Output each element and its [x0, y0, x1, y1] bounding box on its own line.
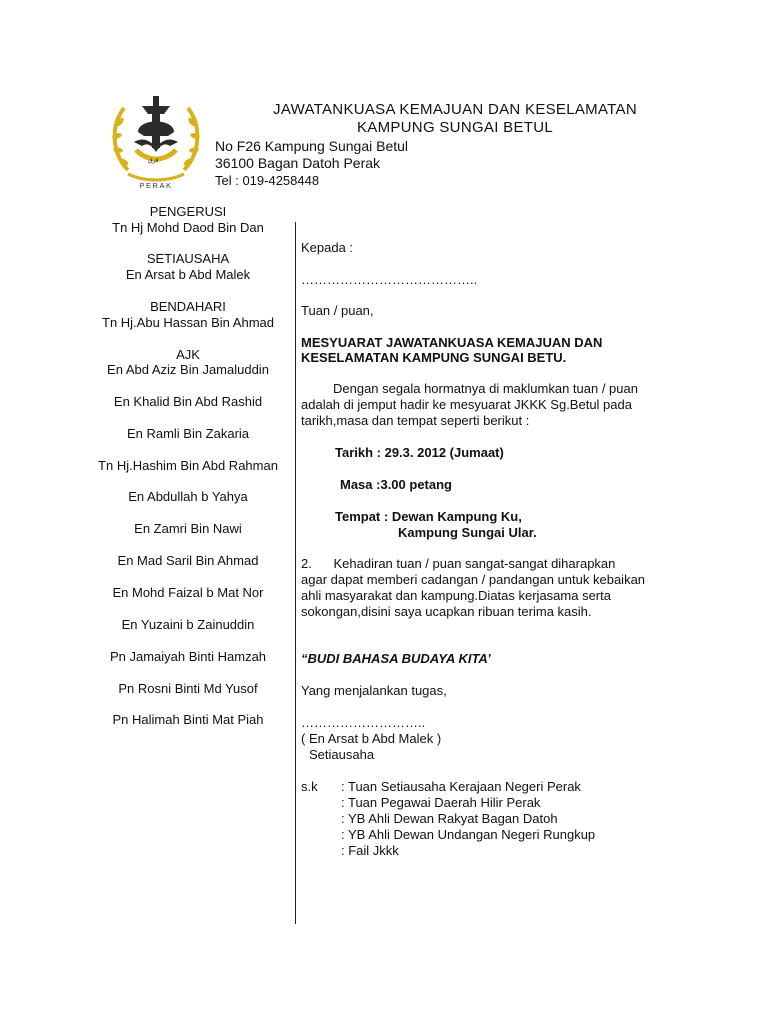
telephone: Tel : 019-4258448: [215, 173, 320, 188]
paragraph1-line2: adalah di jemput hadir ke mesyuarat JKKK Sg.Betul pada: [301, 397, 632, 412]
meeting-date: Tarikh : 29.3. 2012 (Jumaat): [335, 445, 504, 460]
meeting-place-line1: Tempat : Dewan Kampung Ku,: [335, 509, 522, 524]
ajk-member: Pn Rosni Binti Md Yusof: [118, 681, 258, 696]
signature-dots: ………………………..: [301, 715, 426, 730]
ajk-member: En Khalid Bin Abd Rashid: [113, 394, 263, 409]
column-divider: [295, 222, 296, 924]
ajk-member: En Mad Saril Bin Ahmad: [117, 553, 259, 568]
recipient-label: Kepada :: [301, 240, 354, 255]
address-line1: No F26 Kampung Sungai Betul: [215, 138, 409, 154]
cc-label: s.k: [301, 779, 318, 794]
crest-caption: PERAK: [139, 181, 173, 190]
paragraph2-line2: agar dapat memberi cadangan / pandangan untuk kebaikan: [301, 572, 646, 587]
paragraph2-line4: sokongan,disini saya ucapkan ribuan terima kasih.: [301, 604, 592, 619]
subject-line1: MESYUARAT JAWATANKUASA KEMAJUAN DAN: [301, 335, 603, 350]
cc-item: : Tuan Pegawai Daerah Hilir Perak: [341, 795, 541, 810]
cc-item: : Tuan Setiausaha Kerajaan Negeri Perak: [341, 779, 581, 794]
svg-text:ﭬﺭﻕ: ﭬﺭﻕ: [148, 158, 159, 164]
ajk-member: En Ramli Bin Zakaria: [126, 426, 250, 441]
ajk-member: Pn Halimah Binti Mat Piah: [112, 712, 264, 727]
ajk-member: En Abdullah b Yahya: [128, 489, 248, 504]
ajk-member: En Abd Aziz Bin Jamaluddin: [107, 362, 269, 377]
motto: “BUDI BAHASA BUDAYA KITA’: [301, 651, 491, 666]
paragraph1-line1: Dengan segala hormatnya di maklumkan tuan / puan: [333, 381, 638, 396]
ajk-title: AJK: [176, 347, 200, 362]
cc-item: : YB Ahli Dewan Undangan Negeri Rungkup: [341, 827, 596, 842]
closing: Yang menjalankan tugas,: [301, 683, 447, 698]
chairman-title: PENGERUSI: [149, 204, 227, 219]
ajk-member: En Mohd Faizal b Mat Nor: [112, 585, 264, 600]
secretary-name: En Arsat b Abd Malek: [125, 267, 251, 282]
meeting-time: Masa :3.00 petang: [340, 477, 452, 492]
subject-line2: KESELAMATAN KAMPUNG SUNGAI BETU.: [301, 350, 567, 365]
salutation: Tuan / puan,: [301, 303, 374, 318]
cc-item: : Fail Jkkk: [341, 843, 399, 858]
paragraph1-line3: tarikh,masa dan tempat seperti berikut :: [301, 413, 530, 428]
paragraph2-line3: ahli masyarakat dan kampung.Diatas kerjasama serta: [301, 588, 611, 603]
treasurer-title: BENDAHARI: [150, 299, 226, 314]
recipient-dots: …………………………………..: [301, 272, 478, 287]
signer-title: Setiausaha: [309, 747, 375, 762]
ajk-member: Tn Hj.Hashim Bin Abd Rahman: [98, 458, 278, 473]
cc-item: : YB Ahli Dewan Rakyat Bagan Datoh: [341, 811, 558, 826]
organisation-title-line2: KAMPUNG SUNGAI BETUL: [356, 119, 554, 136]
secretary-title: SETIAUSAHA: [146, 251, 230, 266]
treasurer-name: Tn Hj.Abu Hassan Bin Ahmad: [102, 315, 274, 330]
signer-name: ( En Arsat b Abd Malek ): [301, 731, 442, 746]
perak-crest-logo: [108, 92, 204, 192]
ajk-member: Pn Jamaiyah Binti Hamzah: [109, 649, 267, 664]
ajk-member: En Yuzaini b Zainuddin: [121, 617, 255, 632]
chairman-name: Tn Hj Mohd Daod Bin Dan: [112, 220, 264, 235]
organisation-title-line1: JAWATANKUASA KEMAJUAN DAN KESELAMATAN: [273, 101, 637, 118]
paragraph2-line1: 2. Kehadiran tuan / puan sangat-sangat diharapkan: [301, 556, 616, 571]
meeting-place-line2: Kampung Sungai Ular.: [398, 525, 537, 540]
ajk-member: En Zamri Bin Nawi: [134, 521, 242, 536]
address-line2: 36100 Bagan Datoh Perak: [215, 155, 381, 171]
